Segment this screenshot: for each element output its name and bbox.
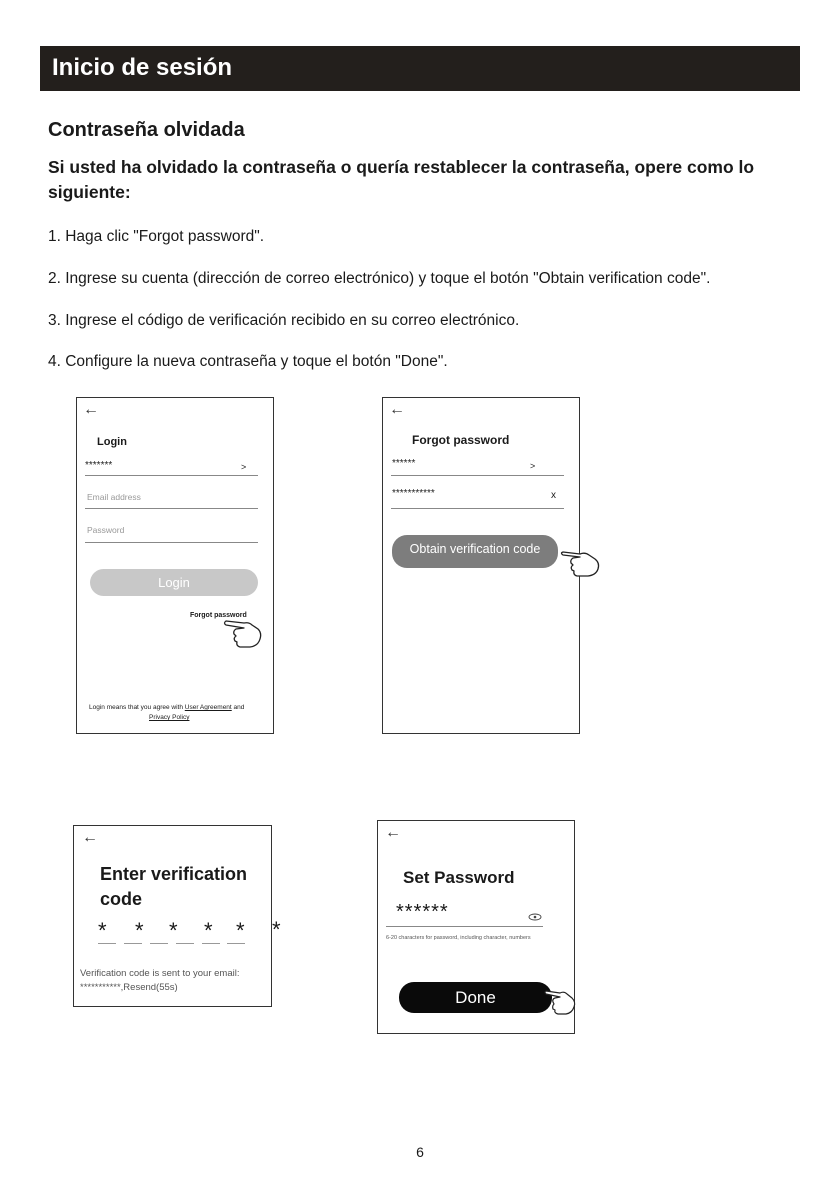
pointing-hand-icon — [222, 615, 264, 651]
password-underline — [85, 542, 258, 543]
pointing-hand-icon — [560, 546, 602, 578]
verification-title-line1: Enter verification — [100, 864, 248, 884]
code-underline — [227, 943, 245, 944]
user-agreement-link[interactable]: User Agreement — [184, 704, 232, 711]
eye-icon[interactable] — [528, 913, 542, 921]
forgot-password-title: Forgot password — [412, 433, 510, 447]
verification-info-line1: Verification code is sent to your email: — [80, 968, 240, 979]
step-3: 3. Ingrese el código de verificación recibido en su correo electrónico. — [48, 312, 520, 329]
verification-title-line2: code — [100, 889, 143, 909]
chevron-right-icon[interactable]: > — [241, 462, 247, 472]
account-underline — [391, 475, 564, 476]
step-1: 1. Haga clic "Forgot password". — [48, 228, 265, 245]
forgot-password-screen-mockup — [382, 397, 580, 734]
back-arrow-icon[interactable]: ← — [385, 824, 401, 841]
set-password-title: Set Password — [403, 868, 515, 887]
back-arrow-icon[interactable]: ← — [83, 401, 99, 418]
code-digit-5[interactable]: * — [236, 918, 245, 943]
back-arrow-icon[interactable]: ← — [82, 829, 98, 846]
code-underline — [150, 943, 168, 944]
code-underline — [202, 943, 220, 944]
banner-title: Inicio de sesión — [52, 54, 233, 81]
step-2: 2. Ingrese su cuenta (dirección de correo electrónico) y toque el botón "Obtain verification code". — [48, 270, 711, 287]
privacy-policy-link[interactable]: Privacy Policy — [149, 714, 190, 721]
agreement-text: Login means that you agree with User Agreement and — [89, 704, 245, 711]
password-hint: 6-20 characters for password, including character, numbers — [386, 935, 531, 941]
forgot-password-link[interactable]: Forgot password — [190, 612, 247, 619]
login-screen-mockup — [76, 397, 274, 734]
login-title: Login — [97, 436, 127, 448]
code-underline — [176, 943, 194, 944]
account-value: ******* — [85, 460, 113, 471]
resend-countdown[interactable]: ***********,Resend(55s) — [80, 982, 178, 993]
section-intro: Si usted ha olvidado la contraseña o quería restablecer la contraseña, opere como lo siguiente: — [48, 157, 755, 202]
password-input[interactable]: Password — [87, 525, 125, 535]
email-input[interactable]: Email address — [87, 492, 141, 502]
password-underline — [386, 926, 543, 927]
code-digit-2[interactable]: * — [135, 918, 144, 943]
new-password-value[interactable]: ****** — [396, 901, 449, 923]
code-underline — [98, 943, 116, 944]
section-title: Contraseña olvidada — [48, 119, 245, 141]
step-4: 4. Configure la nueva contraseña y toque el botón "Done". — [48, 353, 448, 370]
section-banner — [40, 46, 800, 91]
email-underline — [85, 508, 258, 509]
verification-code-screen-mockup — [73, 825, 272, 1007]
account-underline — [85, 475, 258, 476]
page-number: 6 — [416, 1144, 424, 1160]
login-button[interactable]: Login — [90, 569, 258, 596]
done-button[interactable]: Done — [399, 982, 552, 1013]
back-arrow-icon[interactable]: ← — [389, 401, 405, 418]
code-underline — [124, 943, 142, 944]
email-underline — [391, 508, 564, 509]
clear-icon[interactable]: x — [551, 490, 556, 501]
code-digit-1[interactable]: * — [98, 918, 107, 943]
pointing-hand-icon — [544, 986, 578, 1016]
code-digit-4[interactable]: * — [204, 918, 213, 943]
chevron-right-icon[interactable]: > — [530, 461, 536, 471]
code-digit-3[interactable]: * — [169, 918, 178, 943]
code-digit-6[interactable]: * — [272, 917, 281, 942]
obtain-verification-code-button[interactable]: Obtain verification code — [392, 535, 558, 568]
email-value: *********** — [392, 488, 435, 499]
account-value: ****** — [392, 458, 416, 469]
